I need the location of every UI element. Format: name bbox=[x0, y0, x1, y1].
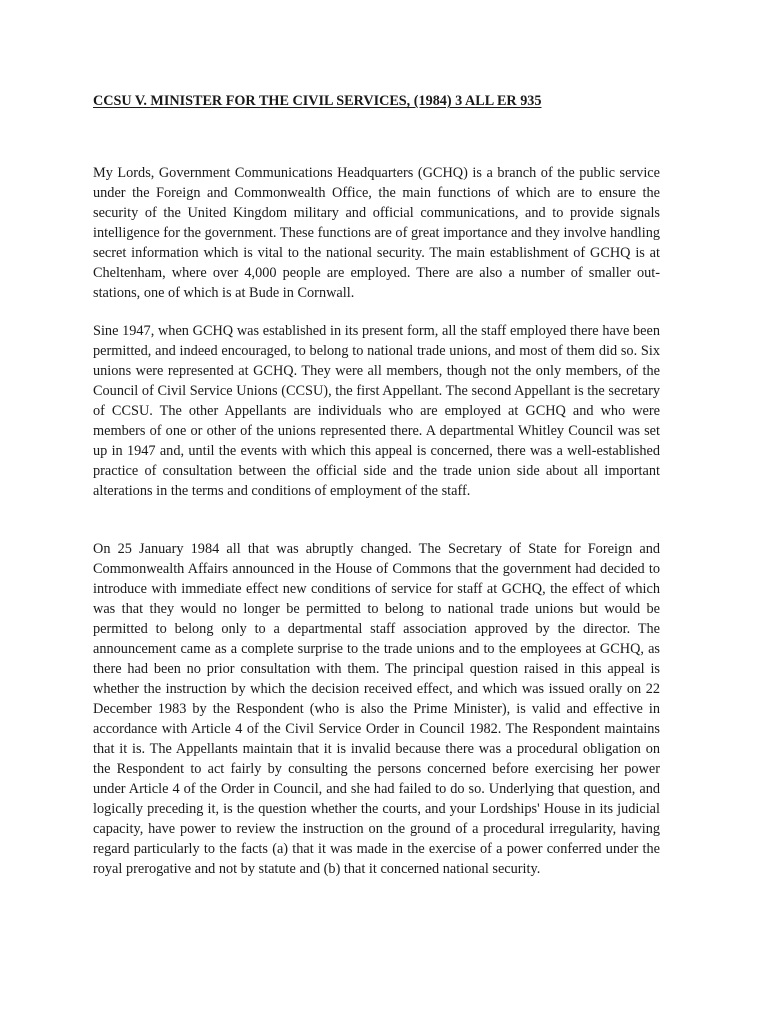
paragraph-1 bbox=[93, 163, 660, 303]
paragraph-2 bbox=[93, 321, 660, 501]
paragraph-3 bbox=[93, 539, 660, 879]
paragraph-text: Sine 1947, when GCHQ was established in its present form, all the staff employed there have been permitted, and indeed encouraged, to belong to national trade unions, and most of them did so. Six unions were represented at GCHQ. They were all members, though not the only members, of the Council of Civil Service Unions (CCSU), the first Appellant. The second Appellant is the secretary of CCSU. The other Appellants are individuals who are employed at GCHQ and who were members of one or other of the unions represented there. A departmental Whitley Council was set up in 1947 and, until the events with which this appeal is concerned, there was a well-established practice of consultation between the official side and the trade union side about all important alterations in the terms and conditions of employment of the staff. bbox=[93, 323, 660, 499]
paragraph-text: On 25 January 1984 all that was abruptly changed. The Secretary of State for Foreign and Commonwealth Affairs announced in the House of Commons that the government had decided to introduce with immediate effect new conditions of service for staff at GCHQ, the effect of which was that they would no longer be permitted to belong to national trade unions but would be permitted to belong only to a departmental staff association approved by the director. The announcement came as a complete surprise to the trade unions and to the employees at GCHQ, as there had been no prior consultation with them. The principal question raised in this appeal is whether the instruction by which the decision received effect, and which was issued orally on 22 December 1983 by the Respondent (who is also the Prime Minister), is valid and effective in accordance with Article 4 of the Civil Service Order in Council 1982. The Respondent maintains that it is. The Appellants maintain that it is invalid because there was a procedural obligation on the Respondent to act fairly by consulting the persons concerned before exercising her power under Article 4 of the Order in Council, and she had failed to do so. Underlying that question, and logically preceding it, is the question whether the courts, and your Lordships' House in its judicial capacity, have power to review the instruction on the ground of a procedural irregularity, having regard particularly to the facts (a) that it was made in the exercise of a power conferred under the royal prerogative and not by statute and (b) that it concerned national security. bbox=[93, 541, 660, 877]
paragraph-text: My Lords, Government Communications Headquarters (GCHQ) is a branch of the public service under the Foreign and Commonwealth Office, the main functions of which are to ensure the security of the United Kingdom military and official communications, and to provide signals intelligence for the government. These functions are of great importance and they involve handling secret information which is vital to the national security. The main establishment of GCHQ is at Cheltenham, where over 4,000 people are employed. There are also a number of smaller out-stations, one of which is at Bude in Cornwall. bbox=[93, 165, 660, 301]
case-title: CCSU V. MINISTER FOR THE CIVIL SERVICES, (1984) 3 ALL ER 935 bbox=[93, 93, 542, 109]
